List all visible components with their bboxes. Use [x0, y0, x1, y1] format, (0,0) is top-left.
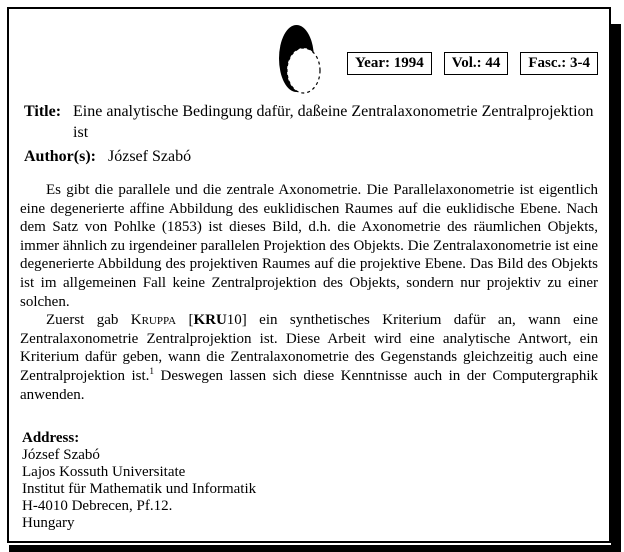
- title-field: [24, 101, 596, 143]
- title-label: Title:: [24, 103, 62, 120]
- journal-crescent-logo-icon: [269, 14, 339, 109]
- fascicle-box: Fasc.: 3-4: [520, 52, 598, 75]
- cited-author-name: Kruppa: [130, 312, 177, 329]
- text-run: Es gibt die parallele und die zentrale Axonometrie. Die Parallelaxonometrie ist eigentlich eine degenerierte affine Abbildung des euklidischen Raumes auf die euklidische Ebene. Nach dem Satz von Pohlke (1853) ist dieses Bild, d.h. die Axonometrie des räumlichen Objekts, immer ähnlich zu irgendeiner parallelen Projektion des Objekts. Die Zentralaxonometrie ist eine degenerierte Abbildung des projektiven Raumes auf die projektive Ebene. Das Bild des Objekts ist im allgemeinen Fall keine Zentralprojektion des Objekts, sondern nur projektiv zu einer solchen.: [20, 182, 598, 310]
- address-block: [22, 430, 256, 531]
- text-run: [: [176, 312, 194, 329]
- text-run: Deswegen lassen sich diese Kenntnisse auch in der Computergraphik anwenden.: [20, 367, 598, 403]
- text-run: 10] ein synthetisches Kriterium dafür an, wann eine Zentralaxonometrie Zentralprojektion ist. Diese Arbeit wird eine analytische Antwort, ein Kriterium dafür geben, wann die Zentralaxonometrie des Gegenstands gleichzeitig auch eine Zentralprojektion ist.: [20, 312, 598, 384]
- page-shadow-bottom: [9, 545, 621, 552]
- year-box: Year: 1994: [347, 52, 432, 75]
- issue-info-boxes: [347, 52, 598, 75]
- volume-box: Vol.: 44: [444, 52, 509, 75]
- address-line: H-4010 Debrecen, Pf.12.: [22, 497, 173, 514]
- abstract-paragraph: [20, 311, 598, 404]
- author-field: [24, 146, 596, 167]
- address-lines: [22, 447, 256, 532]
- author-text: József Szabó: [108, 148, 192, 165]
- title-text: Eine analytische Bedingung dafür, daßeine Zentralaxonometrie Zentralprojektion ist: [73, 103, 594, 141]
- address-line: Lajos Kossuth Universitate: [22, 463, 186, 480]
- footnote-marker: 1: [149, 366, 155, 377]
- page-frame: [7, 7, 611, 543]
- address-line: Institut für Mathematik und Informatik: [22, 480, 257, 497]
- address-line: József Szabó: [22, 446, 100, 463]
- citation-key: KRU: [193, 312, 227, 329]
- page-shadow-right: [611, 24, 621, 552]
- address-line: Hungary: [22, 514, 75, 531]
- author-label: Author(s):: [24, 148, 96, 165]
- abstract-paragraph: [20, 181, 598, 311]
- address-label: Address:: [22, 430, 80, 446]
- abstract-text: [20, 181, 598, 404]
- text-run: Zuerst gab: [46, 312, 131, 329]
